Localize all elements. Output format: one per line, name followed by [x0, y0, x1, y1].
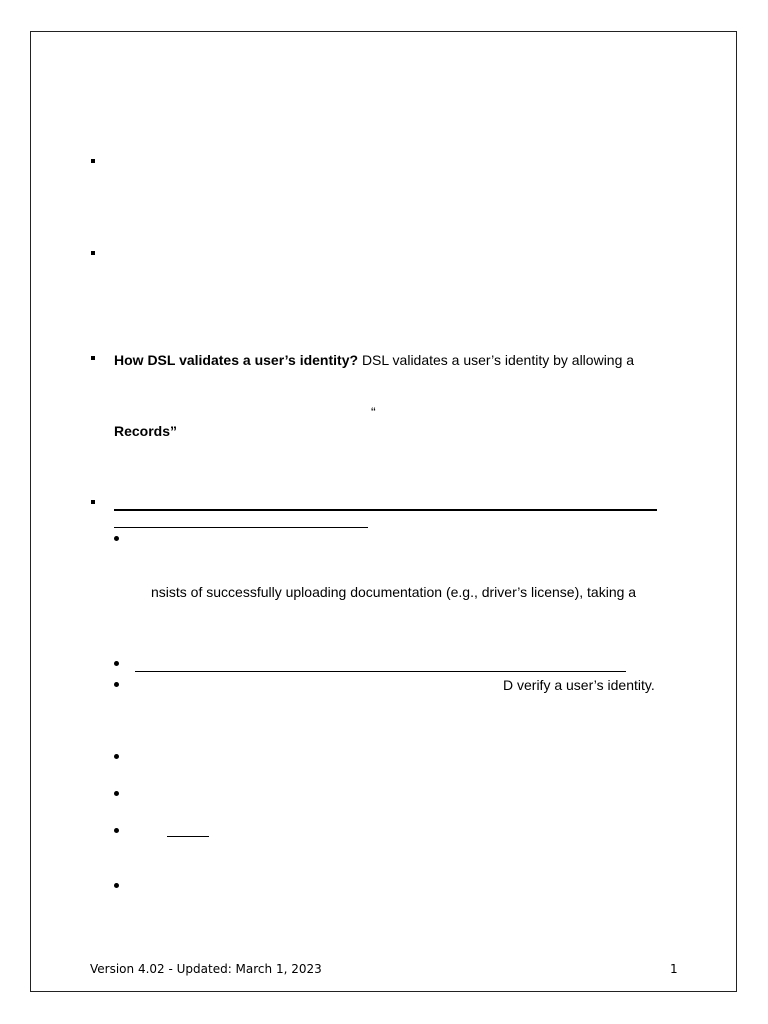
upload-text: nsists of successfully uploading documentation (e.g., driver’s license), taking a [151, 584, 637, 600]
bullet-round [114, 883, 119, 888]
bullet-square [91, 356, 95, 360]
bullet-round [114, 754, 119, 759]
bullet-round [114, 828, 119, 833]
document-page [30, 31, 737, 992]
verify-text: D verify a user’s identity. [503, 677, 655, 693]
heading-underline-continued [114, 527, 368, 528]
item-underline [135, 671, 626, 672]
bullet-square [91, 159, 95, 163]
heading-underline [114, 509, 657, 511]
identity-text: DSL validates a user’s identity by allowing a [361, 352, 635, 368]
short-underline [167, 836, 209, 837]
footer-version: Version 4.02 - Updated: March 1, 2023 [90, 962, 322, 976]
bullet-round [114, 682, 119, 687]
records-label: Records” [114, 423, 178, 439]
identity-heading: How DSL validates a user’s identity? [114, 352, 359, 368]
bullet-round [114, 536, 119, 541]
bullet-round [114, 661, 119, 666]
identity-line [114, 352, 634, 368]
bullet-square [91, 251, 95, 255]
bullet-round [114, 791, 119, 796]
footer-page-number: 1 [670, 962, 678, 976]
bullet-square [91, 500, 95, 504]
open-quote: “ [371, 404, 376, 420]
